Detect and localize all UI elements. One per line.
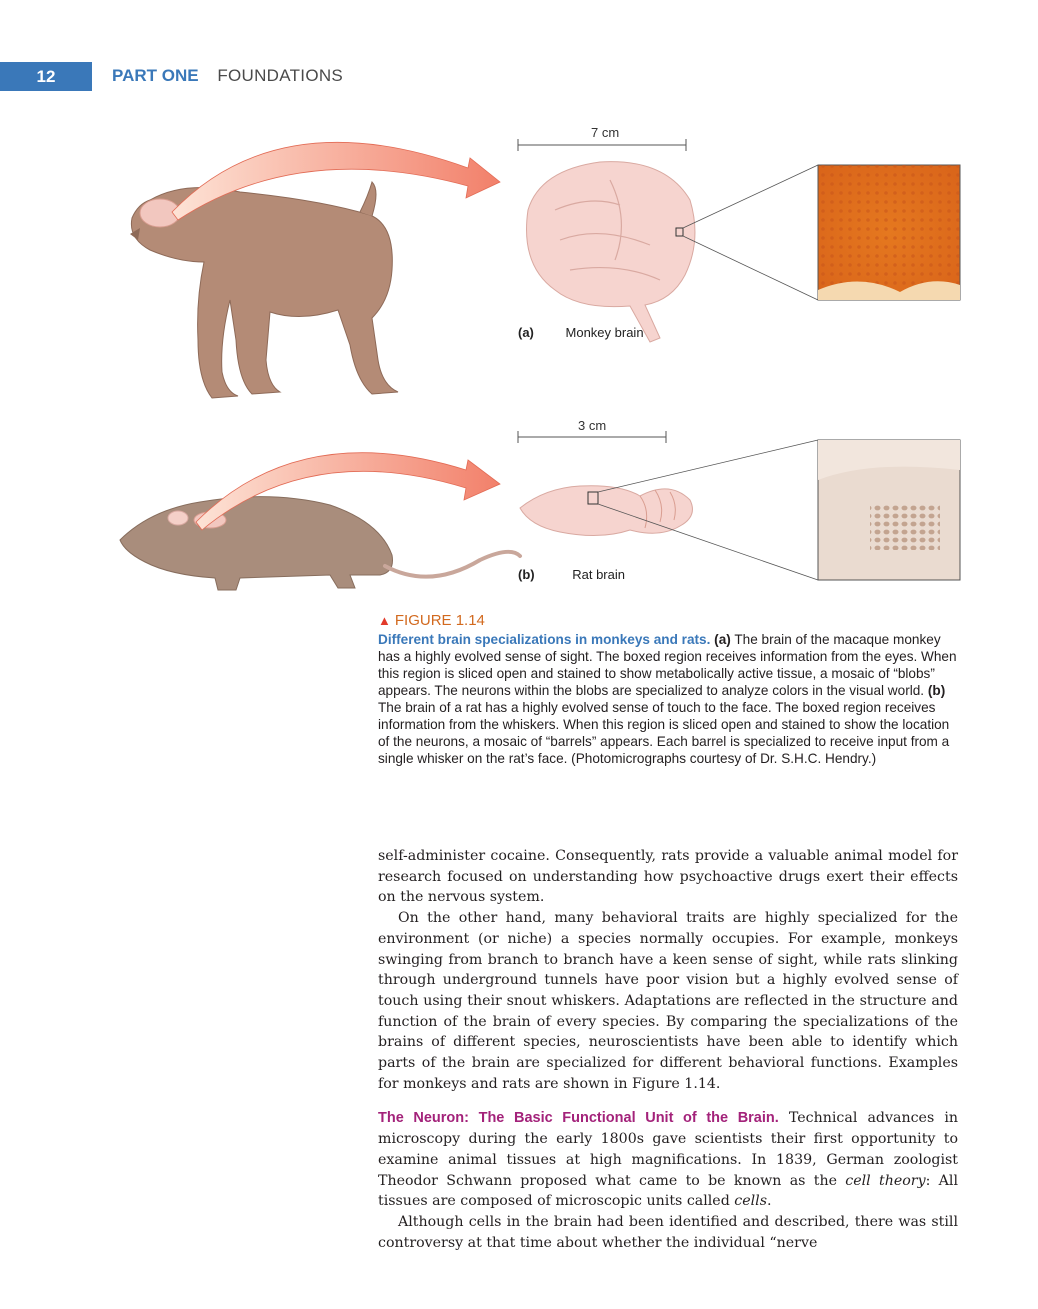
- monkey-illustration: [130, 182, 398, 398]
- figure-caption: [378, 612, 958, 767]
- caption-title: Different brain specializations in monkeys and rats.: [378, 632, 711, 647]
- paragraph-2: On the other hand, many behavioral traits are highly specialized for the environment (or niche) a species normally occupies. For example, monkeys swinging from branch to branch have a keen sense of sight, while rats slinking through underground tunnels have poor vision but a highly evolved sense of touch using their snout whiskers. Adaptations are reflected in the structure and function of the brain of every species. By comparing the specializations of the brains of different species, neuroscientists have been able to identify which parts of the brain are specialized for different behavioral functions. Examples for monkeys and rats are shown in Figure 1.14.: [378, 910, 958, 1092]
- paragraph-1: self-administer cocaine. Consequently, rats provide a valuable animal model for research focused on understanding how psychoactive drugs exert their effects on the nervous system.: [378, 848, 958, 906]
- body-text: [378, 846, 958, 1253]
- paragraph-4: Although cells in the brain had been identified and described, there was still controversy at that time about whether the individual “nerve: [378, 1213, 958, 1251]
- panel-a-name: Monkey brain: [565, 325, 644, 340]
- paragraph-3-part-b: : All tissues are composed of microscopic units called: [378, 1172, 958, 1210]
- caption-a-marker: (a): [714, 632, 731, 647]
- part-label: PART ONE: [112, 66, 199, 85]
- panel-a-label: [518, 325, 644, 340]
- section-subhead: The Neuron: The Basic Functional Unit of the Brain.: [378, 1110, 779, 1127]
- panel-b-name: Rat brain: [572, 567, 625, 582]
- figure-number: FIGURE 1.14: [394, 612, 485, 629]
- scale-label-3cm: 3 cm: [578, 418, 607, 433]
- figure-artwork: [0, 0, 1038, 610]
- panel-b-letter: (b): [518, 567, 535, 582]
- caption-b-text: The brain of a rat has a highly evolved sense of touch to the face. The boxed region receives information from the whiskers. When this region is sliced open and stained to show the location of the neurons, a mosaic of “barrels” appears. Each barrel is specialized to receive input from a single whisker on the rat’s face. (Photomicrographs courtesy of Dr. S.H.C. Hendry.): [378, 700, 950, 766]
- monkey-micrograph: [818, 165, 960, 300]
- rat-illustration: [120, 497, 520, 590]
- triangle-icon: ▲: [378, 613, 391, 628]
- panel-a-letter: (a): [518, 325, 534, 340]
- caption-b-marker: (b): [927, 683, 946, 698]
- term-cell-theory: cell theory: [845, 1172, 926, 1189]
- figure-label: [378, 612, 958, 629]
- page-number: 12: [0, 62, 92, 91]
- caption-a-text: The brain of the macaque monkey has a highly evolved sense of sight. The boxed region receives information from the eyes. When this region is sliced open and stained to show metabolically active tissue, a mosaic of “blobs” appears. The neurons within the blobs are specialized to analyze colors in the visual world.: [378, 632, 957, 698]
- monkey-brain: [527, 162, 695, 342]
- panel-b-label: [518, 567, 625, 582]
- scale-bar-7cm: [518, 139, 686, 151]
- paragraph-3: [378, 1108, 958, 1212]
- scale-label-7cm: 7 cm: [591, 125, 620, 140]
- paragraph-3-part-c: .: [766, 1193, 772, 1210]
- term-cells: cells: [734, 1193, 767, 1210]
- rat-micrograph: [818, 440, 960, 580]
- paragraph-3-part-a: Technical advances in microscopy during the early 1800s gave scientists their first opportunity to examine animal tissues at high magnifications. In 1839, German zoologist Theodor Schwann proposed what came to be known as the: [378, 1110, 959, 1189]
- section-label: FOUNDATIONS: [217, 66, 344, 85]
- caption-body: [378, 631, 958, 767]
